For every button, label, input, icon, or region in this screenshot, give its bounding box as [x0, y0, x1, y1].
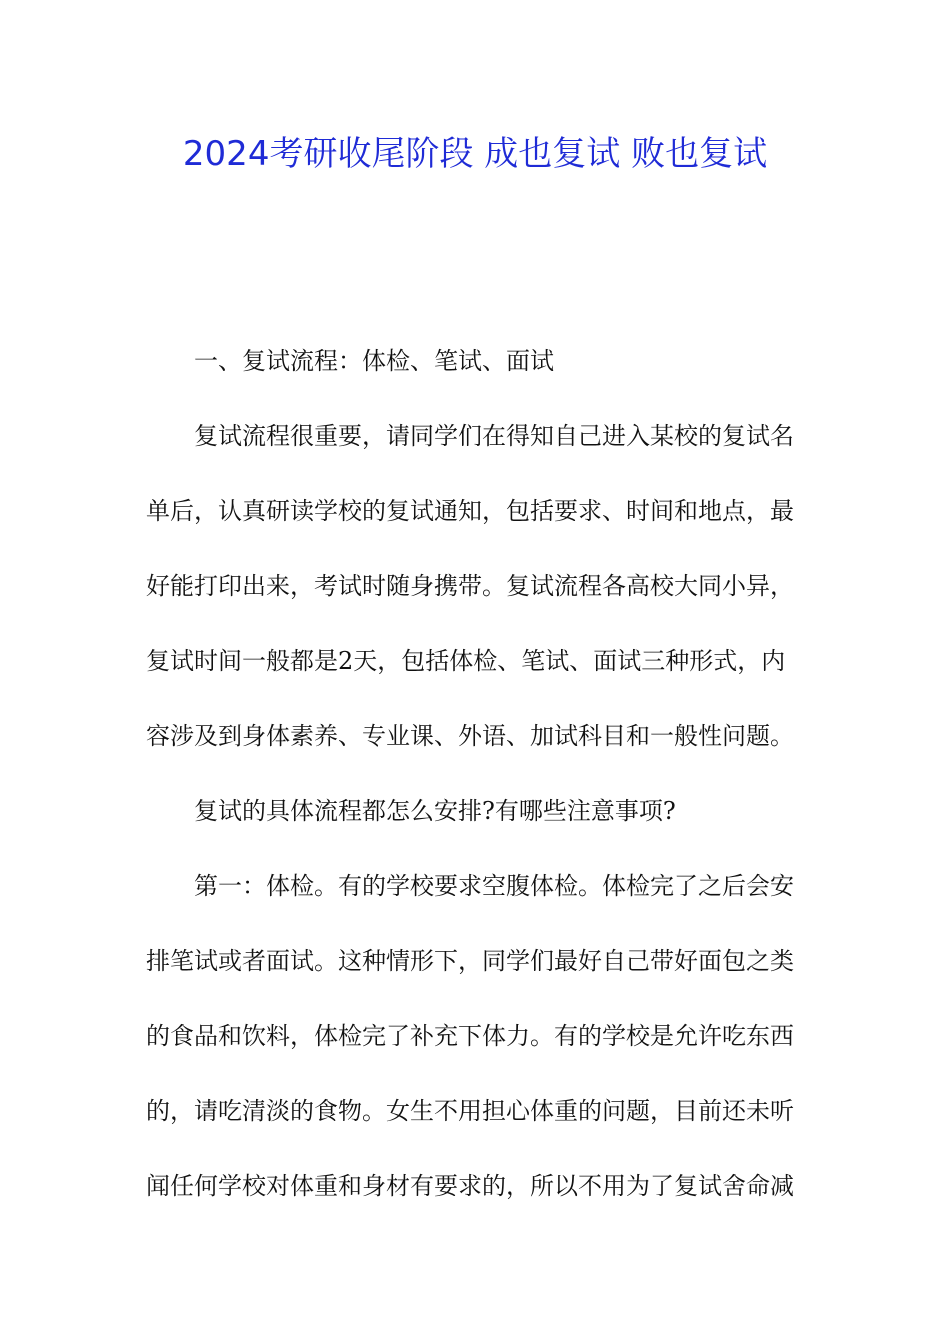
document-body — [146, 336, 808, 1236]
paragraph-2-line-3: 的食品和饮料，体检完了补充下体力。有的学校是允许吃东西 — [146, 1022, 794, 1050]
paragraph-1-line-1: 复试流程很重要，请同学们在得知自己进入某校的复试名 — [194, 422, 794, 450]
document-title: 2024考研收尾阶段 成也复试 败也复试 — [182, 134, 768, 174]
question-line: 复试的具体流程都怎么安排?有哪些注意事项? — [194, 797, 676, 825]
paragraph-2-line-5: 闻任何学校对体重和身材有要求的，所以不用为了复试舍命减 — [146, 1172, 794, 1200]
paragraph-2-line-1: 第一：体检。有的学校要求空腹体检。体检完了之后会安 — [194, 872, 794, 900]
paragraph-1-line-4: 复试时间一般都是2天，包括体检、笔试、面试三种形式，内 — [146, 647, 786, 675]
paragraph-2-line-4: 的，请吃清淡的食物。女生不用担心体重的问题，目前还未听 — [146, 1097, 794, 1125]
section-heading: 一、复试流程：体检、笔试、面试 — [194, 347, 554, 375]
paragraph-1-line-2: 单后，认真研读学校的复试通知，包括要求、时间和地点，最 — [146, 497, 794, 525]
paragraph-1-line-5: 容涉及到身体素养、专业课、外语、加试科目和一般性问题。 — [146, 722, 794, 750]
paragraph-2-line-2: 排笔试或者面试。这种情形下，同学们最好自己带好面包之类 — [146, 947, 794, 975]
paragraph-1-line-3: 好能打印出来，考试时随身携带。复试流程各高校大同小异， — [146, 572, 794, 600]
